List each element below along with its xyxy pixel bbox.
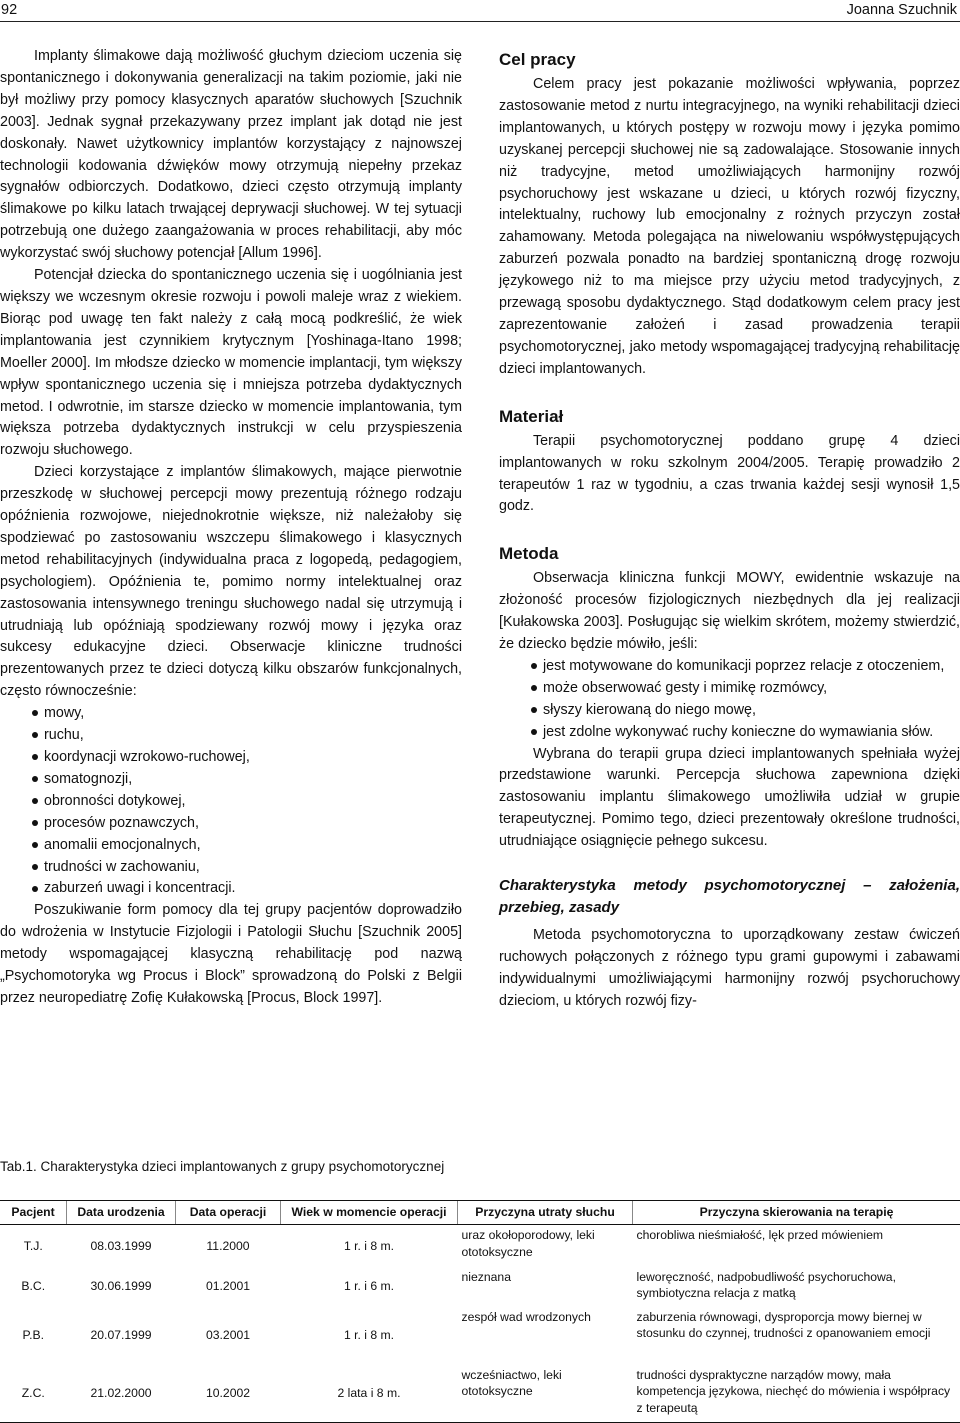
bullet-icon: [32, 710, 38, 716]
list-item: procesów poznawczych,: [32, 813, 462, 835]
page-number: 92: [1, 0, 17, 20]
bullet-icon: [32, 820, 38, 826]
cell-utrata: uraz okołoporodowy, leki ototoksyczne: [458, 1225, 633, 1267]
bullet-icon: [531, 663, 537, 669]
cell-skierowanie: chorobliwa nieśmiałość, lęk przed mówieniem: [633, 1225, 960, 1267]
list-item: jest motywowane do komunikacji poprzez relacje z otoczeniem,: [531, 656, 960, 678]
list-item: słyszy kierowaną do niego mowę,: [531, 700, 960, 722]
bullet-icon: [32, 886, 38, 892]
bullet-icon: [32, 798, 38, 804]
section-heading-cel: Cel pracy: [499, 46, 960, 74]
paragraph: Potencjał dziecka do spontanicznego uczenia się i uogólniania jest większy we wczesnym okresie rozwoju i powoli maleje wraz z wiekiem. Biorąc pod uwagę ten fakt należy z całą mocą podkreślić, że wiek implantowania jest czynnikiem krytycznym [Yoshinaga-Itano 1998; Moeller 2000]. Im młodsze dziecko w momencie implantacji, tym większy wpływ spontanicznego uczenia się i mniejsza potrzeba dydaktycznych metod. I odwrotnie, im starsze dziecko w momencie implantowania, tym większa potrzeba dydaktycznych instrukcji w celu przyspieszenia rozwoju słuchowego.: [0, 265, 462, 462]
paragraph: Poszukiwanie form pomocy dla tej grupy pacjentów doprowadziło do wdrożenia w Instytucie Fizjologii i Patologii Słuchu [Szuchnik 2005] metody wspomagającej klasyczną rehabilitację pod nazwą „Psychomotoryka wg Procus i Block” sprowadzoną do Polski z Belgii przez neuropediatrę Zofię Kułakowską [Procus, Block 1997].: [0, 900, 462, 1010]
paragraph: Terapii psychomotorycznej poddano grupę 4 dzieci implantowanych w roku szkolnym 2004/2005. Terapię prowadziło 2 terapeutów 1 raz w tygodniu, a czas trwania każdej sesji wynosił 1,5 godz.: [499, 431, 960, 519]
cell-pacjent: Z.C.: [0, 1365, 67, 1423]
bullet-icon: [531, 685, 537, 691]
header-rule: [0, 21, 960, 22]
bullet-icon: [32, 842, 38, 848]
cell-skierowanie: leworęczność, nadpobudliwość psychoruchowa, symbiotyczna relacja z matką: [633, 1267, 960, 1307]
paragraph: Celem pracy jest pokazanie możliwości wpływania, poprzez zastosowanie metod z nurtu integracyjnego, na wyniki rehabilitacji dzieci implantowanych, u których postępy w rozwoju mowy i języka pomimo uzyskanej percepcji słuchowej nie są zadowalające. Stosowanie innych niż tradycyjne, metod umożliwiających harmonijny rozwój psychoruchowy jest wskazane u dzieci, u których rozwój fizyczny, intelektualny, ruchowy lub emocjonalny z rożnych przyczyn został zahamowany. Metoda polegająca na niwelowaniu współwystępujących zaburzeń pozwala ponadto na bardziej spontaniczną drogę rozwoju językowego niż to ma miejsce przy użyciu metod tradycyjnych, z przewagą sposobu dydaktycznego. Stąd dodatkowym celem pracy jest zaprezentowanie założeń i zasad prowadzenia terapii psychomotorycznej, jako metody wspomagającej tradycyjną rehabilitację dzieci implantowanych.: [499, 74, 960, 381]
list-item: jest zdolne wykonywać ruchy konieczne do wymawiania słów.: [531, 722, 960, 744]
table-row: [0, 1307, 960, 1365]
paragraph: Metoda psychomotoryczna to uporządkowany zestaw ćwiczeń ruchowych połączonych z różnego typu grami gupowymi i zabawami indywidualnymi umożliwiającymi harmonijny rozwój psychoruchowy dzieciom, u których rozwój fizy-: [499, 925, 960, 1013]
bullet-icon: [32, 732, 38, 738]
table-row: [0, 1267, 960, 1307]
table-row: [0, 1225, 960, 1267]
left-column: [0, 46, 462, 1010]
bullet-icon: [32, 864, 38, 870]
column-header: Data operacji: [176, 1201, 281, 1225]
section-heading-charakterystyka: Charakterystyka metody psychomotorycznej – założenia, przebieg, zasady: [499, 875, 960, 919]
cell-urodzenie: 20.07.1999: [67, 1307, 176, 1365]
paragraph: Dzieci korzystające z implantów ślimakowych, mające pierwotnie przeszkodę w słuchowej percepcji mowy prezentują różnego rodzaju opóźnienia rozwojowe, niejednokrotnie większe, niż należałoby się spodziewać po zastosowaniu wszczepu ślimakowego i klasycznych metod rehabilitacyjnych (indywidualna praca z logopedą, pedagogiem, psychologiem). Opóźnienia te, pomimo normy intelektualnej oraz zastosowania intensywnego treningu słuchowego nadal się utrzymują i utrudniają lub opóźniają spodziewany rozwój mowy i języka oraz sukcesy edukacyjne dzieci. Obserwacje kliniczne trudności prezentowanych przez te dzieci dotyczą kilku obszarów funkcjonalnych, często równocześnie:: [0, 462, 462, 703]
cell-operacja: 10.2002: [176, 1365, 281, 1423]
cell-pacjent: T.J.: [0, 1225, 67, 1267]
cell-skierowanie: trudności dyspraktyczne narządów mowy, mała kompetencja językowa, niechęć do mówienia i współpracy z terapeutą: [633, 1365, 960, 1423]
list-item: obronności dotykowej,: [32, 791, 462, 813]
cell-operacja: 11.2000: [176, 1225, 281, 1267]
cell-utrata: wcześniactwo, leki ototoksyczne: [458, 1365, 633, 1423]
bullet-icon: [32, 754, 38, 760]
cell-urodzenie: 30.06.1999: [67, 1267, 176, 1307]
section-heading-material: Materiał: [499, 403, 960, 431]
cell-wiek: 1 r. i 8 m.: [281, 1225, 458, 1267]
running-author: Joanna Szuchnik: [847, 0, 957, 20]
bullet-list: [0, 703, 462, 900]
bullet-icon: [531, 707, 537, 713]
cell-utrata: nieznana: [458, 1267, 633, 1307]
list-item: trudności w zachowaniu,: [32, 857, 462, 879]
cell-pacjent: B.C.: [0, 1267, 67, 1307]
cell-wiek: 1 r. i 8 m.: [281, 1307, 458, 1365]
bullet-icon: [32, 776, 38, 782]
section-heading-metoda: Metoda: [499, 540, 960, 568]
table-row: [0, 1365, 960, 1423]
patients-table: [0, 1200, 960, 1423]
bullet-icon: [531, 729, 537, 735]
column-header: Wiek w momencie operacji: [281, 1201, 458, 1225]
column-header: Pacjent: [0, 1201, 67, 1225]
right-column: [499, 46, 960, 1013]
paragraph: Obserwacja kliniczna funkcji MOWY, ewidentnie wskazuje na złożoność procesów fizjologicznych niezbędnych dla jej realizacji [Kułakowska 2003]. Posługując się wielkim skrótem, możemy stwierdzić, że dziecko będzie mówiło, jeśli:: [499, 568, 960, 656]
cell-skierowanie: zaburzenia równowagi, dysproporcja mowy biernej w stosunku do czynnej, trudności z opanowaniem emocji: [633, 1307, 960, 1365]
table-header-row: [0, 1201, 960, 1225]
running-header: [0, 0, 960, 20]
list-item: mowy,: [32, 703, 462, 725]
list-item: zaburzeń uwagi i koncentracji.: [32, 878, 462, 900]
list-item: anomalii emocjonalnych,: [32, 835, 462, 857]
cell-operacja: 01.2001: [176, 1267, 281, 1307]
cell-urodzenie: 08.03.1999: [67, 1225, 176, 1267]
paragraph: Implanty ślimakowe dają możliwość głuchym dzieciom uczenia się spontanicznego i dokonywania generalizacji na takim poziomie, jaki nie był możliwy przy pomocy klasycznych aparatów słuchowych [Szuchnik 2003]. Jednak sygnał przekazywany przez implant jak dotąd nie jest doskonały. Nawet użytkownicy implantów korzystający z najnowszej technologii kodowania dźwięków mowy otrzymują niepełny przekaz sygnałów odbiorczych. Dodatkowo, dzieci często otrzymują implanty ślimakowe po kilku latach trwającej deprywacji słuchowej. W tej sytuacji potrzebują one dużego zaangażowania w proces rehabilitacji, aby móc wykorzystać swój słuchowy potencjał [Allum 1996].: [0, 46, 462, 265]
table-caption: Tab.1. Charakterystyka dzieci implantowanych z grupy psychomotorycznej: [0, 1158, 444, 1176]
column-header: Data urodzenia: [67, 1201, 176, 1225]
bullet-list: [499, 656, 960, 744]
list-item: koordynacji wzrokowo-ruchowej,: [32, 747, 462, 769]
list-item: somatognozji,: [32, 769, 462, 791]
cell-urodzenie: 21.02.2000: [67, 1365, 176, 1423]
cell-wiek: 1 r. i 6 m.: [281, 1267, 458, 1307]
column-header: Przyczyna utraty słuchu: [458, 1201, 633, 1225]
cell-pacjent: P.B.: [0, 1307, 67, 1365]
cell-wiek: 2 lata i 8 m.: [281, 1365, 458, 1423]
column-header: Przyczyna skierowania na terapię: [633, 1201, 960, 1225]
list-item: może obserwować gesty i mimikę rozmówcy,: [531, 678, 960, 700]
cell-utrata: zespół wad wrodzonych: [458, 1307, 633, 1365]
paragraph: Wybrana do terapii grupa dzieci implantowanych spełniała wyżej przedstawione warunki. Percepcja słuchowa zapewniona dzięki zastosowaniu implantu ślimakowego umożliwiła udział w grupie terapeutycznej. Pomimo tego, dzieci prezentowały określone trudności, utrudniające osiągnięcie pełnego sukcesu.: [499, 744, 960, 854]
cell-operacja: 03.2001: [176, 1307, 281, 1365]
list-item: ruchu,: [32, 725, 462, 747]
